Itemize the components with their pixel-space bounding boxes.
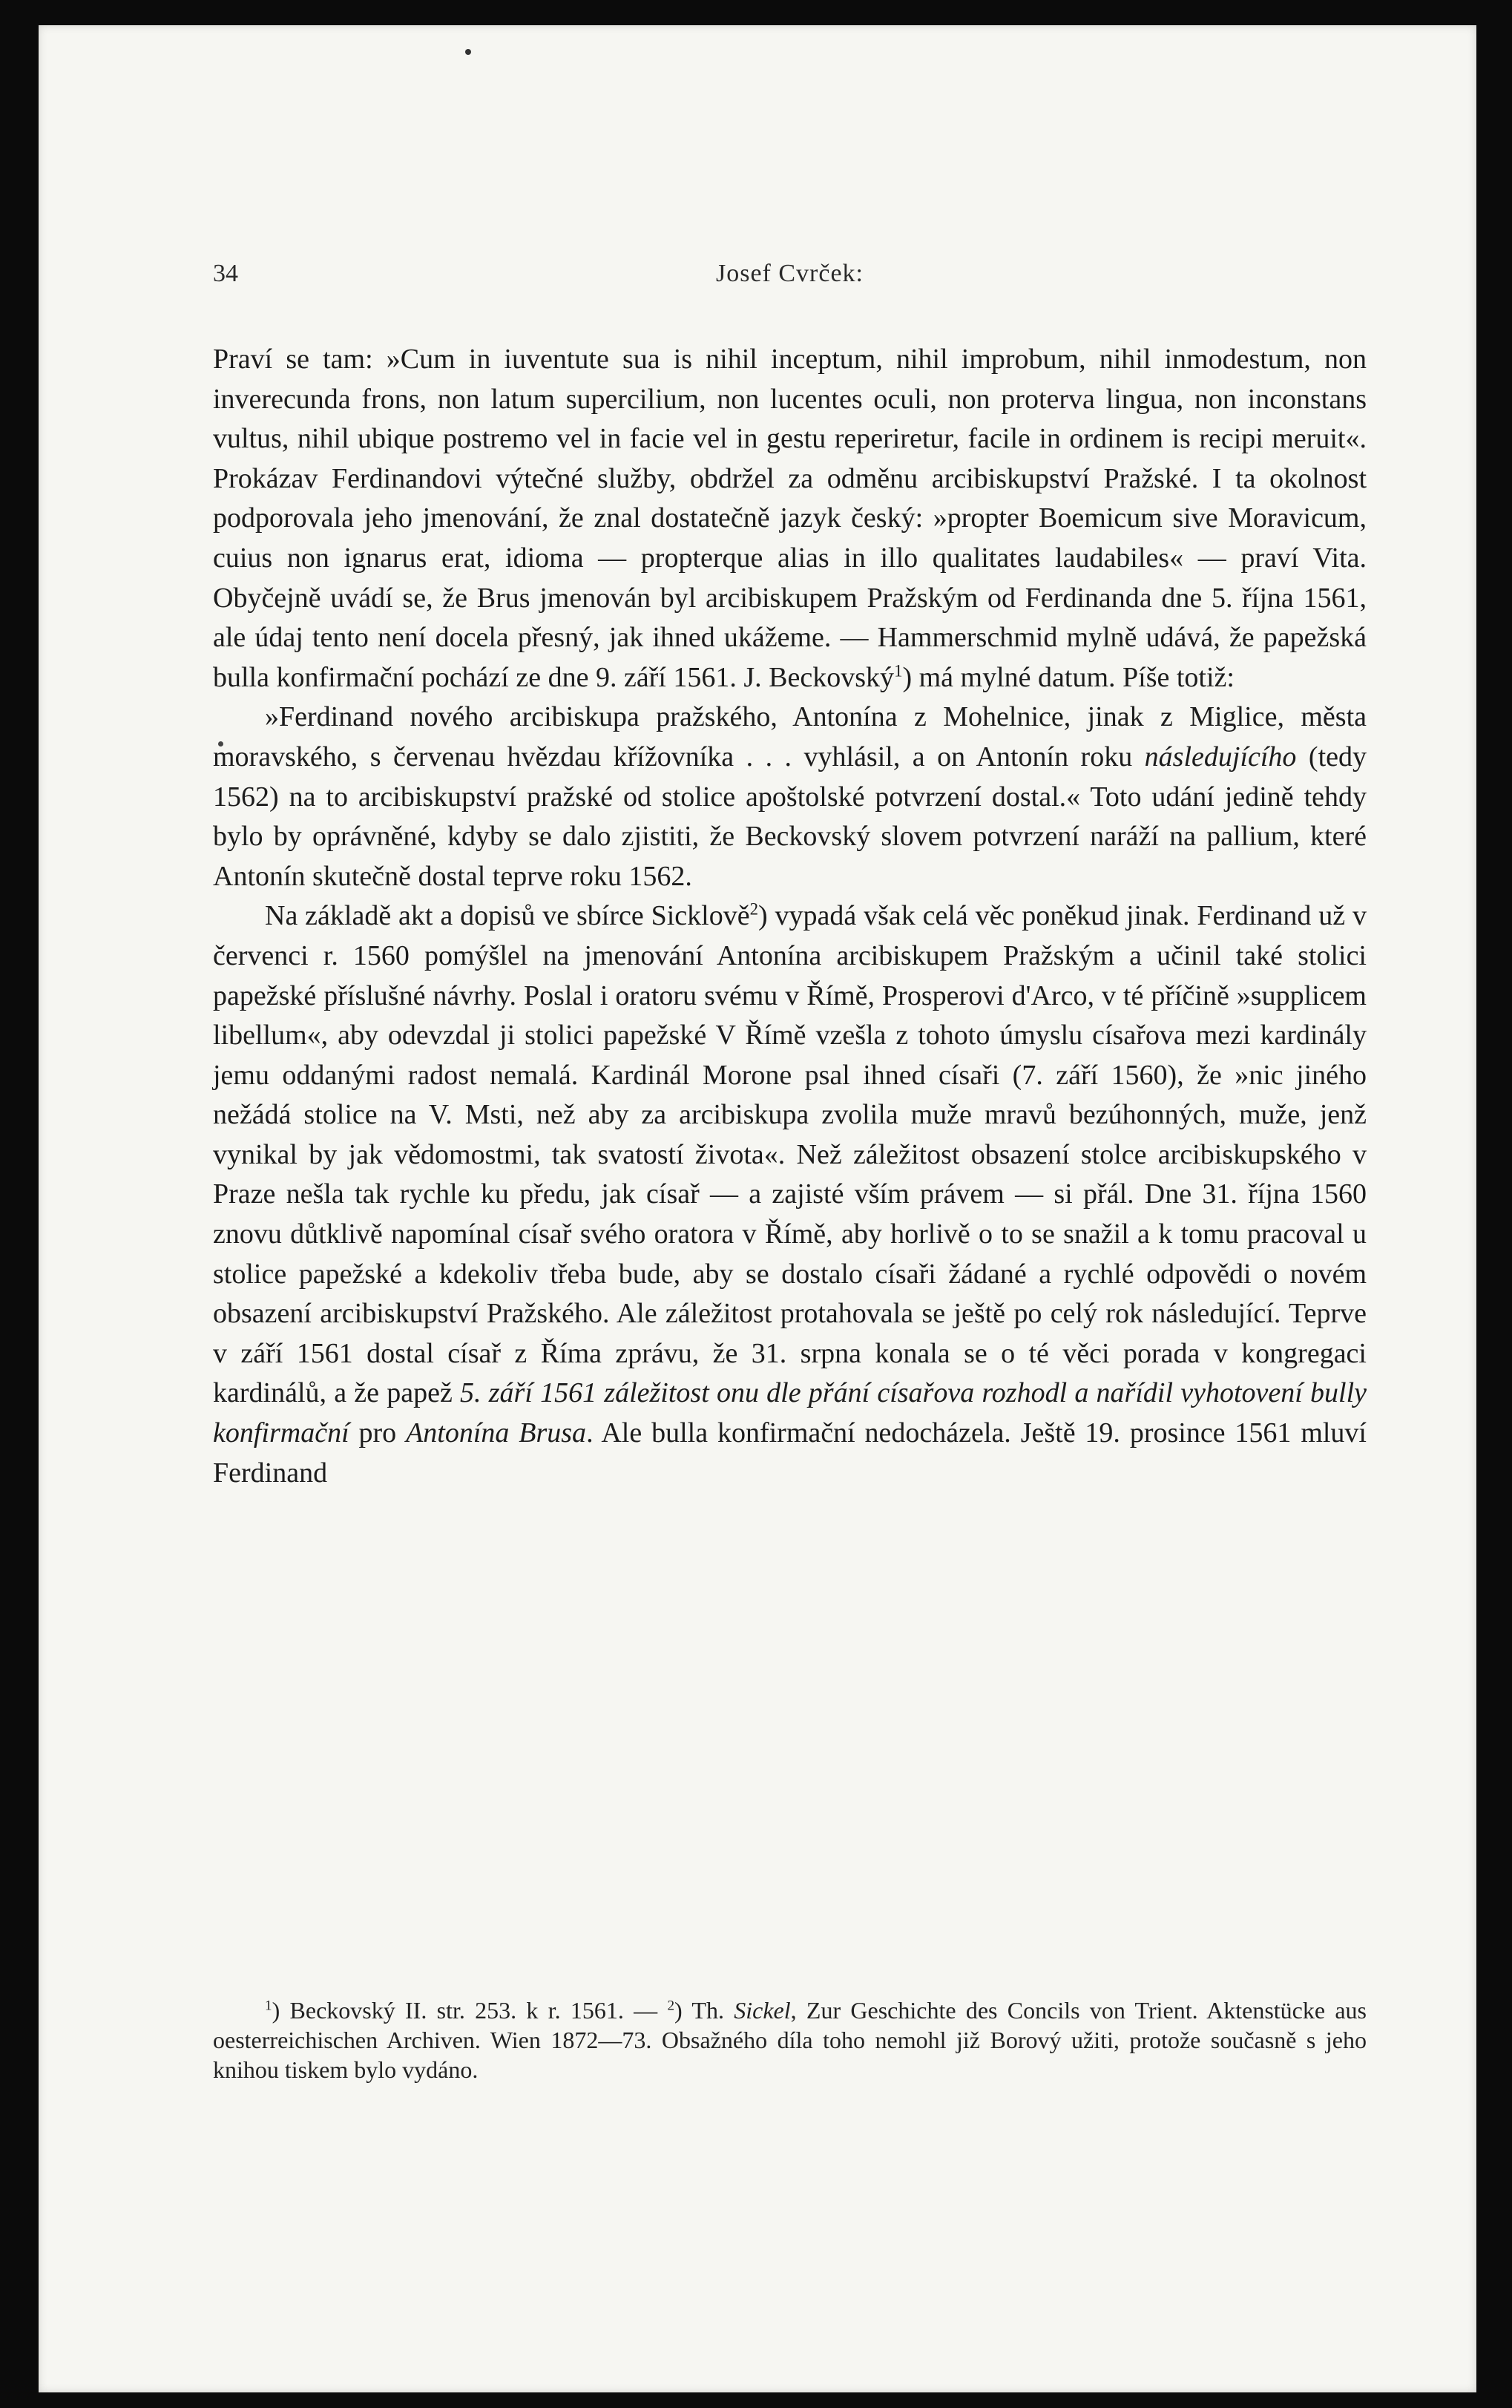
footnote-ref-1: 1 [894,661,903,680]
footnotes [213,1995,1367,2084]
footnote: $^1$) Beckovský II. str. 253. k r. 1561. — $^2$) Th. Sickel, Zur Geschichte des Concils von Trient. Aktenstücke aus oesterreichischen Archiven. Wien 1872—73. Obsažného díla toho nemohl již Borový užiti, protože současně s jeho knihou tiskem bylo vydáno. [213,1997,1367,2083]
scan-speck [465,49,471,55]
paragraph-1: Praví se tam: »Cum in iuventute sua is nihil inceptum, nihil improbum, nihil inmodestum, non inverecunda frons, non latum supercilium, non lucentes oculi, non proterva lingua, non inconstans vultus, nihil ubique postremo vel in facie vel in gestu reperiretur, facile in ordinem is recipi meruit«. Prokázav Ferdinandovi výtečné služby, obdržel za odměnu arcibiskupství Pražské. I ta okolnost podporovala jeho jmenování, že znal dostatečně jazyk český: »propter Boemicum sive Moravicum, cuius non ignarus erat, idioma — propterque alias in illo qualitates laudabiles« — praví Vita. Obyčejně uvádí se, že Brus jmenován byl arcibiskupem Pražským od Ferdinanda dne 5. října 1561, ale údaj tento není docela přesný, jak ihned ukážeme. — Hammerschmid mylně udává, že papežská bulla konfirmační pochází ze dne 9. září 1561. J. Beckovský$^1$) má mylné datum. Píše totiž: [213,344,1367,693]
paragraph-2: »Ferdinand nového arcibiskupa pražského, Antonína z Mohelnice, jinak z Miglice, města moravského, s červenau hvězdau křížovníka . . . vyhlásil, a on Antonín roku následujícího (tedy 1562) na to arcibiskupství pražské od stolice apoštolské potvrzení dostal.« Toto udání jedině tehdy bylo by oprávněné, kdyby se dalo zjistiti, že Beckovský slovem potvrzení naráží na pallium, které Antonín skutečně dostal teprve roku 1562. [213,701,1367,892]
running-title: Josef Cvrček: [715,260,864,287]
footnote-ref-2: 2 [749,899,758,919]
paragraph-3: Na základě akt a dopisů ve sbírce Sicklově$^2$) vypadá však celá věc poněkud jinak. Ferdinand už v červenci r. 1560 pomýšlel na jmenování Antonína arcibiskupem Pražským a učinil také stolici papežské příslušné návrhy. Poslal i oratoru svému v Římě, Prosperovi d'Arco, v té příčině »supplicem libellum«, aby odevzdal ji stolici papežské V Římě vzešla z tohoto úmyslu císařova mezi kardinály jemu oddanými radost nemalá. Kardinál Morone psal ihned císaři (7. září 1560), že »nic jiného nežádá stolice na V. Msti, než aby za arcibiskupa zvolila muže mravů bezúhonných, muže, jenž vynikal by jak vědomostmi, tak svatostí života«. Než záležitost obsazení stolce arcibiskupského v Praze nešla tak rychle ku předu, jak císař — a zajisté vším právem — si přál. Dne 31. října 1560 znovu důtklivě napomínal císař svého oratora v Římě, aby horlivě o to se snažil a k tomu pracoval u stolice papežské a kdekoliv třeba bude, aby se dostalo císaři žádané a rychlé odpovědi o novém obsazení arcibiskupství Pražského. Ale záležitost protahovala se ještě po celý rok následující. Teprve v září 1561 dostal císař z Říma zprávu, že 31. srpna konala se o té věci porada v kongregaci kardinálů, a že papež 5. září 1561 záležitost onu dle přání císařova rozhodl a nařídil vyhotovení bully konfirmační pro Antonína Brusa. Ale bulla konfirmační nedocházela. Ještě 19. prosince 1561 mluví Ferdinand [213,899,1367,1489]
page-number: 34 [213,260,238,287]
main-text [213,340,1367,1493]
page-header [213,260,1367,297]
book-page [39,25,1476,2392]
